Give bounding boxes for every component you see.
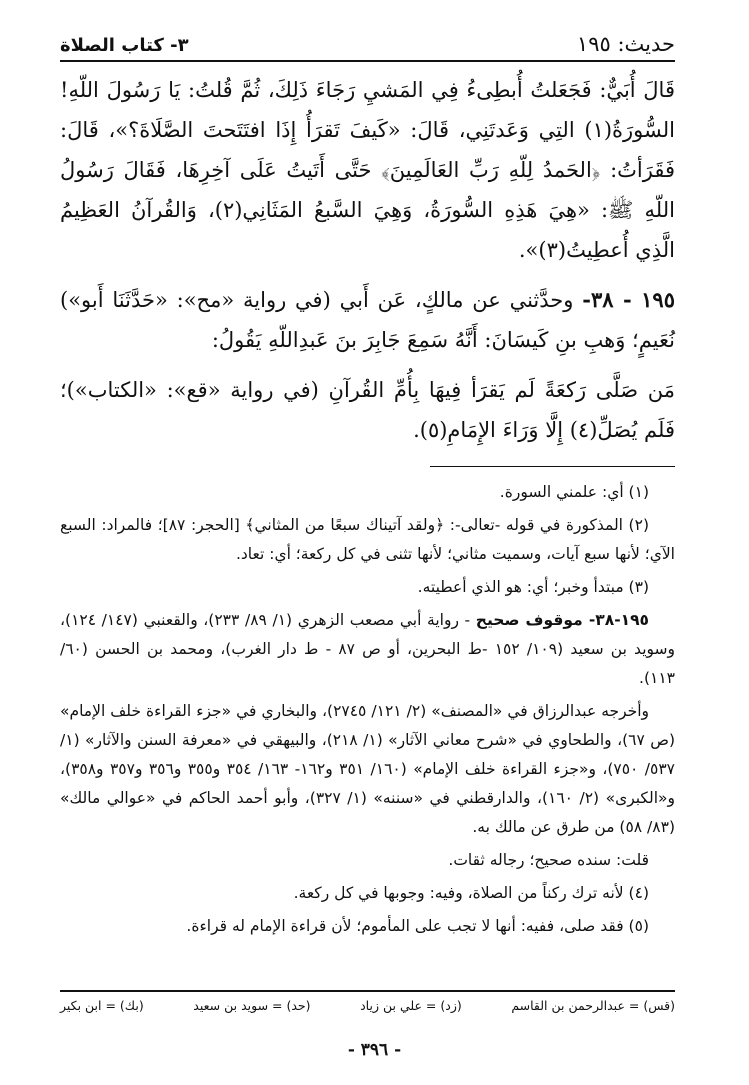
footer-separator [60,990,675,992]
footnote-5: (٥) فقد صلى، ففيه: أنها لا تجب على المأموم؛ لأن قراءة الإمام له قراءة. [186,917,649,935]
book-title: ٣- كتاب الصلاة [60,35,189,56]
footnote-3: (٣) مبتدأ وخبر؛ أي: هو الذي أعطيته. [417,578,649,596]
isnad-text: وحدَّثني عن مالكٍ، عَن أَبي (في رواية «مح»: «حَدَّثَنَا أَبو») نُعَيمٍ؛ وَهبِ بنِ كَيسَانَ: أَنَّهُ سَمِعَ جَابِرَ بنَ عَبدِاللّهِ يَقُولُ: [60,288,675,352]
legend-hd: (حد) = سويد بن سعيد [193,998,311,1013]
footnote-separator [430,466,675,467]
hadith-matn: مَن صَلَّى رَكعَةً لَم يَقرَأ فِيهَا بِأُمِّ القُرآنِ (في رواية «قع»: «الكتاب»)؛ فَلَم يُصَلِّ(٤) إِلَّا وَرَاءَ الإِمَامِ(٥). [60,378,675,442]
hadith-label: ١٩٥ - ٣٨- [582,287,675,312]
hadith-number: حديث: ١٩٥ [576,32,675,56]
footnote-4: (٤) لأنه ترك ركناً من الصلاة، وفيه: وجوبها في كل ركعة. [293,884,649,902]
legend-zd: (زد) = علي بن زياد [360,998,462,1013]
legend-qs: (قس) = عبدالرحمن بن القاسم [511,998,675,1013]
takhrij-paragraph [60,606,675,693]
page-header [60,26,675,62]
main-text [60,70,675,460]
legend-bk: (بك) = ابن بكير [60,998,144,1013]
page-number: - ٣٩٦ - [347,1040,402,1060]
footnote-2: (٢) المذكورة في قوله -تعالى-: ﴿ولقد آتيناك سبعًا من المثاني﴾ [الحجر: ٨٧]؛ فالمراد: السبع الآي؛ لأنها سبع آيات، وسميت مثاني؛ لأنها تثنى في كل ركعة؛ أي: تعاد. [60,516,675,563]
footnotes [60,478,675,945]
hadith-narrative: قَالَ أُبَيٌّ: فَجَعَلتُ أُبطِىءُ فِي المَشيِ رَجَاءَ ذَلِكَ، ثُمَّ قُلتُ: يَا رَسُولَ اللّهِ! السُّورَةُ(١) التِي وَعَدتَنِي، قَالَ: «كَيفَ تَقرَأُ إِذَا افتَتَحتَ الصَّلَاةَ؟»، قَالَ: فَقَرَأتُ: ﴿الحَمدُ لِلّهِ رَبِّ العَالَمِينَ﴾ حَتَّى أَتَيتُ عَلَى آخِرِهَا، فَقَالَ رَسُولُ اللّهِ ﷺ: «هِيَ هَذِهِ السُّورَةُ، وَهِيَ السَّبعُ المَثَانِي(٢)، وَالقُرآنُ العَظِيمُ الَّذِي أُعطِيتُ(٣)». [60,78,675,262]
takhrij-text: - رواية أبي مصعب الزهري (١/ ٨٩/ ٢٣٣)، والقعنبي (١٤٧/ ١٢٤)، وسويد بن سعيد (١٠٩/ ١٥٢ -ط البحرين، أو ص ٨٧ - ط دار الغرب)، ومحمد بن الحسن (٦٠/ ١١٣). [60,611,675,687]
takhrij-label: ١٩٥-٣٨- موقوف صحيح [475,611,650,629]
narrators-legend [60,998,675,1013]
footnote-1: (١) أي: علمني السورة. [499,483,649,501]
hadith-isnad [60,280,675,360]
grading-note: قلت: سنده صحيح؛ رجاله ثقات. [448,851,649,869]
takhrij-sources: وأخرجه عبدالرزاق في «المصنف» (٢/ ١٢١/ ٢٧٤٥)، والبخاري في «جزء القراءة خلف الإمام» (ص ٦٧)، والطحاوي في «شرح معاني الآثار» (١/ ٢١٨)، والبيهقي في «معرفة السنن والآثار» (١/ ٥٣٧/ ٧٥٠)، و«جزء القراءة خلف الإمام» (١٦٠/ ٣٥١ و١٦٢- ١٦٣/ ٣٥٤ و٣٥٥ و٣٥٦ و٣٥٧ و٣٥٨)، و«الكبرى» (٢/ ١٦٠)، والدارقطني في «سننه» (١/ ٣٢٧)، وأبو أحمد الحاكم في «عوالي مالك» (٨٣/ ٥٨) من طرق عن مالك به. [60,702,676,836]
